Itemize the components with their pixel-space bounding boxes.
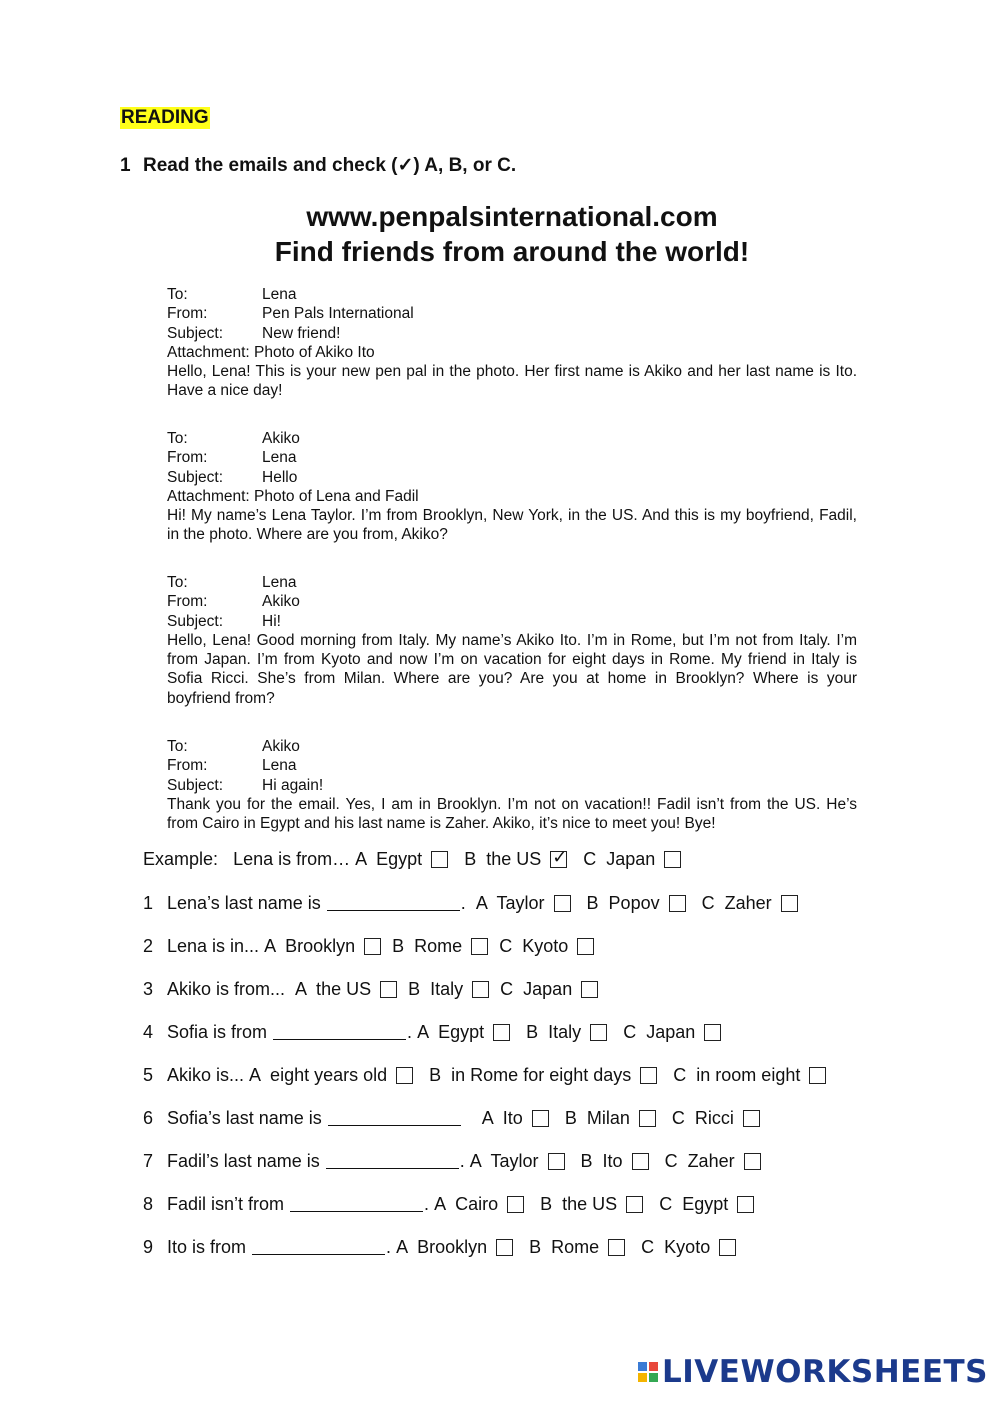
option-c-label: C in room eight — [673, 1064, 801, 1085]
option-a-label: A Egypt — [417, 1021, 485, 1042]
option-c-checkbox[interactable] — [704, 1024, 721, 1041]
answer-blank[interactable] — [273, 1024, 406, 1040]
email-4 — [167, 737, 857, 833]
subject-label: Subject: — [167, 324, 224, 342]
logo-cube-yellow — [638, 1373, 647, 1382]
option-a-checkbox[interactable] — [431, 851, 448, 868]
question-9 — [143, 1235, 742, 1259]
email-body: Hello, Lena! Good morning from Italy. My name’s Akiko Ito. I’m in Rome, but I’m not from Italy. I’m from Japan. I’m from Kyoto and now I’m on vacation for eight days in Rome. My friend in Italy is Sofia Ricci. She’s from Milan. Where are you? Are you at home in Brooklyn? Where is your boyfriend from? — [167, 631, 857, 707]
question-number: 5 — [143, 1064, 154, 1085]
from-label: From: — [167, 449, 208, 467]
email-from: Pen Pals International — [262, 305, 414, 323]
option-c-label: C Kyoto — [499, 935, 569, 956]
answer-blank[interactable] — [290, 1196, 423, 1212]
from-label: From: — [167, 305, 208, 323]
email-body: Hello, Lena! This is your new pen pal in the photo. Her first name is Akiko and her last name is Ito. Have a nice day! — [167, 363, 857, 400]
email-subject: New friend! — [262, 324, 341, 342]
example-row — [143, 847, 687, 871]
option-b-label: B Rome — [392, 935, 463, 956]
option-a-label: A Taylor — [475, 892, 545, 913]
question-post: . — [407, 1021, 413, 1042]
email-to: Lena — [262, 574, 297, 591]
email-attachment: Attachment: Photo of Lena and Fadil — [167, 487, 419, 505]
question-8 — [143, 1192, 760, 1216]
question-1 — [143, 891, 804, 915]
option-c-label: C Kyoto — [641, 1236, 711, 1257]
from-label: From: — [167, 593, 208, 611]
subject-label: Subject: — [167, 776, 224, 794]
option-b-label: B Rome — [529, 1236, 600, 1257]
question-number: 2 — [143, 935, 154, 956]
option-a-label: A Egypt — [355, 848, 423, 869]
option-c-checkbox[interactable] — [743, 1110, 760, 1127]
option-a-label: A Taylor — [469, 1150, 539, 1171]
question-number: 4 — [143, 1021, 154, 1042]
email-to: Akiko — [262, 738, 300, 755]
option-b-label: B Popov — [586, 892, 660, 913]
question-3 — [143, 977, 604, 1001]
option-c-checkbox[interactable] — [577, 938, 594, 955]
email-attachment: Attachment: Photo of Akiko Ito — [167, 343, 375, 361]
question-post: . — [424, 1193, 430, 1214]
option-a-checkbox[interactable] — [496, 1239, 513, 1256]
option-c-checkbox[interactable] — [664, 851, 681, 868]
question-stem: Lena’s last name is — [167, 892, 321, 913]
option-c-label: C Zaher — [664, 1150, 735, 1171]
email-subject: Hello — [262, 468, 298, 486]
question-4 — [143, 1020, 727, 1044]
question-number: 7 — [143, 1150, 154, 1171]
email-body: Hi! My name’s Lena Taylor. I’m from Brooklyn, New York, in the US. And this is my boyfriend, Fadil, in the photo. Where are you from, Akiko? — [167, 507, 857, 544]
question-stem: Fadil isn’t from — [167, 1193, 285, 1214]
option-a-checkbox[interactable] — [380, 981, 397, 998]
option-c-label: C Japan — [500, 978, 573, 999]
option-a-label: A Cairo — [434, 1193, 499, 1214]
option-a-label: A Ito — [481, 1107, 523, 1128]
option-b-checkbox[interactable] — [472, 981, 489, 998]
question-post: . — [459, 1150, 465, 1171]
option-c-checkbox[interactable] — [781, 895, 798, 912]
option-b-checkbox[interactable] — [626, 1196, 643, 1213]
question-5 — [143, 1063, 832, 1087]
option-b-checkbox[interactable] — [639, 1110, 656, 1127]
option-c-label: C Egypt — [659, 1193, 729, 1214]
to-label: To: — [167, 574, 188, 591]
email-subject: Hi! — [262, 612, 281, 630]
example-stem: Lena is from… — [233, 848, 351, 869]
logo-cube-green — [649, 1373, 658, 1382]
question-number: 6 — [143, 1107, 154, 1128]
question-2 — [143, 934, 600, 958]
option-b-checkbox-checked[interactable] — [550, 851, 567, 868]
option-b-checkbox[interactable] — [640, 1067, 657, 1084]
site-url: www.penpalsinternational.com — [306, 201, 718, 232]
option-a-label: A Brooklyn — [396, 1236, 488, 1257]
option-b-checkbox[interactable] — [471, 938, 488, 955]
answer-blank[interactable] — [327, 895, 460, 911]
option-b-checkbox[interactable] — [608, 1239, 625, 1256]
liveworksheets-logo-icon — [638, 1362, 658, 1382]
answer-blank[interactable] — [328, 1110, 461, 1126]
option-a-checkbox[interactable] — [493, 1024, 510, 1041]
subject-label: Subject: — [167, 468, 224, 486]
question-number: 1 — [143, 892, 154, 913]
question-stem: Sofia’s last name is — [167, 1107, 322, 1128]
option-b-label: B the US — [540, 1193, 618, 1214]
to-label: To: — [167, 286, 188, 303]
subject-label: Subject: — [167, 612, 224, 630]
example-label: Example: — [143, 848, 219, 869]
email-1 — [167, 285, 857, 401]
question-stem: Fadil’s last name is — [167, 1150, 320, 1171]
question-stem: Lena is in... — [167, 935, 260, 956]
email-from: Lena — [262, 757, 297, 775]
section-title: READING — [121, 107, 209, 128]
instruction — [120, 154, 516, 177]
option-a-checkbox[interactable] — [532, 1110, 549, 1127]
option-c-checkbox[interactable] — [744, 1153, 761, 1170]
question-number: 9 — [143, 1236, 154, 1257]
option-b-label: B the US — [464, 848, 542, 869]
option-a-checkbox[interactable] — [554, 895, 571, 912]
logo-cube-red — [649, 1362, 658, 1371]
answer-blank[interactable] — [252, 1239, 385, 1255]
option-a-checkbox[interactable] — [396, 1067, 413, 1084]
option-b-label: B Ito — [580, 1150, 623, 1171]
question-post: . — [460, 892, 466, 913]
to-label: To: — [167, 738, 188, 755]
option-c-checkbox[interactable] — [719, 1239, 736, 1256]
option-a-checkbox[interactable] — [364, 938, 381, 955]
instruction-text: Read the emails and check (✓) A, B, or C. — [143, 155, 517, 176]
option-b-checkbox[interactable] — [632, 1153, 649, 1170]
email-from: Akiko — [262, 593, 300, 611]
option-b-label: B Milan — [564, 1107, 630, 1128]
option-b-label: B Italy — [408, 978, 464, 999]
option-b-label: B in Rome for eight days — [429, 1064, 632, 1085]
email-subject: Hi again! — [262, 776, 324, 794]
question-stem: Akiko is from... — [167, 978, 286, 999]
option-c-label: C Ricci — [671, 1107, 734, 1128]
email-3 — [167, 573, 857, 708]
option-b-checkbox[interactable] — [590, 1024, 607, 1041]
option-c-checkbox[interactable] — [581, 981, 598, 998]
question-stem: Ito is from — [167, 1236, 247, 1257]
from-label: From: — [167, 757, 208, 775]
option-c-checkbox[interactable] — [737, 1196, 754, 1213]
logo-cube-blue — [638, 1362, 647, 1371]
answer-blank[interactable] — [326, 1153, 459, 1169]
option-b-checkbox[interactable] — [669, 895, 686, 912]
option-a-label: A Brooklyn — [264, 935, 356, 956]
option-a-checkbox[interactable] — [507, 1196, 524, 1213]
email-to: Lena — [262, 286, 297, 303]
question-stem: Sofia is from — [167, 1021, 268, 1042]
question-7 — [143, 1149, 767, 1173]
question-6 — [143, 1106, 766, 1130]
question-stem: Akiko is... — [167, 1064, 245, 1085]
liveworksheets-logo — [638, 1354, 988, 1390]
to-label: To: — [167, 430, 188, 447]
question-post: . — [386, 1236, 392, 1257]
option-a-label: A eight years old — [249, 1064, 388, 1085]
email-2 — [167, 429, 857, 545]
email-from: Lena — [262, 449, 297, 467]
option-a-label: A the US — [295, 978, 372, 999]
site-tagline: Find friends from around the world! — [274, 236, 750, 267]
email-to: Akiko — [262, 430, 300, 447]
option-a-checkbox[interactable] — [548, 1153, 565, 1170]
option-c-checkbox[interactable] — [809, 1067, 826, 1084]
option-b-label: B Italy — [526, 1021, 582, 1042]
question-number: 8 — [143, 1193, 154, 1214]
email-body: Thank you for the email. Yes, I am in Brooklyn. I’m not on vacation!! Fadil isn’t from the US. He’s from Cairo in Egypt and his last name is Zaher. Akiko, it’s nice to meet you! Bye! — [167, 795, 857, 833]
option-c-label: C Japan — [623, 1021, 696, 1042]
option-c-label: C Japan — [583, 848, 656, 869]
instruction-number: 1 — [120, 155, 131, 176]
option-c-label: C Zaher — [701, 892, 772, 913]
question-number: 3 — [143, 978, 154, 999]
logo-text: LIVEWORKSHEETS — [662, 1354, 988, 1390]
